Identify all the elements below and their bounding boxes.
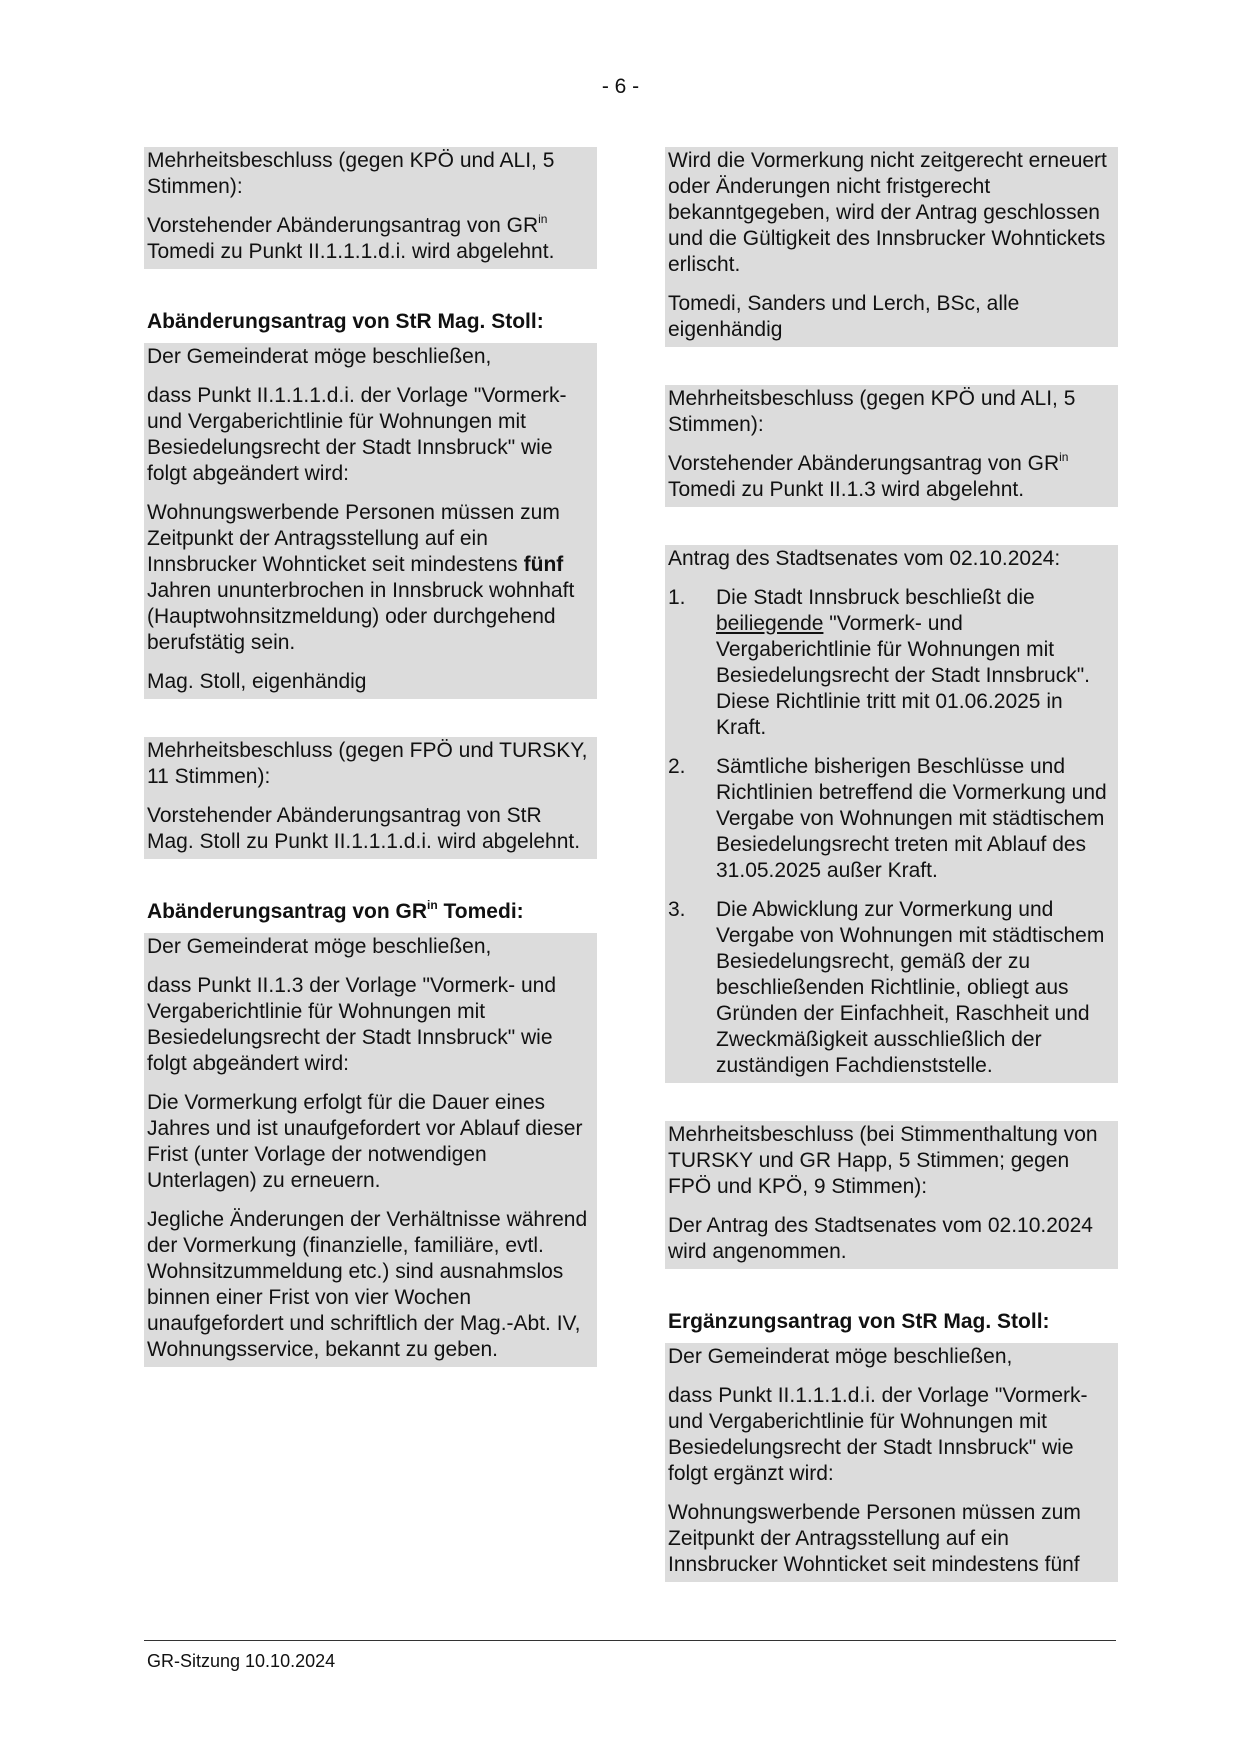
motion-paragraph: dass Punkt II.1.3 der Vorlage "Vormerk- und Vergaberichtlinie für Wohnungen mit Besiedelungsrecht der Stadt Innsbruck" wie folgt abgeändert wird: xyxy=(147,974,557,1075)
motion-paragraph: dass Punkt II.1.1.1.d.i. der Vorlage "Vormerk- und Vergaberichtlinie für Wohnungen mit Besiedelungsrecht der Stadt Innsbruck" wie folgt abgeändert wird: xyxy=(147,384,567,485)
list-item-number: 1. xyxy=(668,586,686,609)
section-heading-stoll-supplement: Ergänzungsantrag von StR Mag. Stoll: xyxy=(668,1310,1050,1333)
footer-divider xyxy=(144,1640,1116,1641)
motion-paragraph: Wohnungswerbende Personen müssen zum Zeitpunkt der Antragsstellung auf ein Innsbrucker Wohnticket seit mindestens fünf Jahren ununterbrochen in Innsbruck wohnhaft (Hauptwohnsitzmeldung) oder durchgehend berufstätig sein. xyxy=(147,501,575,654)
motion-intro: Der Gemeinderat möge beschließen, xyxy=(668,1345,1013,1368)
resolution-box-tomedi xyxy=(665,385,1118,507)
motion-paragraph: Wird die Vormerkung nicht zeitgerecht erneuert oder Änderungen nicht fristgerecht bekanntgegeben, wird der Antrag geschlossen und die Gültigkeit des Innsbrucker Wohntickets erlischt. xyxy=(668,149,1107,276)
motion-intro: Der Gemeinderat möge beschließen, xyxy=(147,935,492,958)
motion-paragraph: Jegliche Änderungen der Verhältnisse während der Vormerkung (finanzielle, familiäre, evtl. Wohnsitzummeldung etc.) sind ausnahmslos binnen einer Frist von vier Wochen unaufgefordert und schriftlich der Mag.-Abt. IV, Wohnungsservice, bekannt zu geben. xyxy=(147,1208,588,1361)
list-item-text: Sämtliche bisherigen Beschlüsse und Richtlinien betreffend die Vormerkung und Vergabe von Wohnungen mit städtischem Besiedelungsrecht treten mit Ablauf des 31.05.2025 außer Kraft. xyxy=(716,755,1107,882)
motion-box-tomedi xyxy=(144,933,597,1367)
list-item xyxy=(668,584,1115,753)
motion-paragraph: Die Vormerkung erfolgt für die Dauer eines Jahres und ist unaufgefordert vor Ablauf dieser Frist (unter Vorlage der notwendigen Unterlagen) zu erneuern. xyxy=(147,1091,583,1192)
motion-box-stoll-supplement xyxy=(665,1343,1118,1582)
resolution-box-kpo-ali xyxy=(144,147,597,269)
section-heading-tomedi-amendment: Abänderungsantrag von $GR^{in}$ Tomedi: xyxy=(147,898,524,923)
right-column xyxy=(665,147,1118,1582)
left-column xyxy=(144,147,597,1367)
list-item-number: 2. xyxy=(668,755,686,778)
motion-signature: Tomedi, Sanders und Lerch, BSc, alle eigenhändig xyxy=(668,292,1020,341)
resolution-box-senate xyxy=(665,1121,1118,1269)
list-item-text: Die Stadt Innsbruck beschließt die beiliegende "Vormerk- und Vergaberichtlinie für Wohnungen mit Besiedelungsrecht der Stadt Innsbruck". Diese Richtlinie tritt mit 01.06.2025 in Kraft. xyxy=(716,586,1091,739)
senate-motion-list xyxy=(668,584,1115,1083)
motion-signature: Mag. Stoll, eigenhändig xyxy=(147,670,367,693)
motion-intro: Der Gemeinderat möge beschließen, xyxy=(147,345,492,368)
senate-motion-box xyxy=(665,545,1118,1083)
senate-motion-intro: Antrag des Stadtsenates vom 02.10.2024: xyxy=(668,547,1061,570)
motion-paragraph: dass Punkt II.1.1.1.d.i. der Vorlage "Vormerk- und Vergaberichtlinie für Wohnungen mit Besiedelungsrecht der Stadt Innsbruck" wie folgt ergänzt wird: xyxy=(668,1384,1088,1485)
resolution-result: Mehrheitsbeschluss (gegen KPÖ und ALI, 5 Stimmen): xyxy=(668,387,1076,436)
motion-box-tomedi-continued xyxy=(665,147,1118,347)
list-item-number: 3. xyxy=(668,898,686,921)
resolution-text: Der Antrag des Stadtsenates vom 02.10.2024 wird angenommen. xyxy=(668,1214,1093,1263)
resolution-box-fpo-tursky xyxy=(144,737,597,859)
page-number: - 6 - xyxy=(601,75,640,98)
motion-box-stoll xyxy=(144,343,597,699)
resolution-text: Vorstehender Abänderungsantrag von $GR^{in}$ Tomedi zu Punkt II.1.3 wird abgelehnt. xyxy=(668,450,1069,501)
resolution-result: Mehrheitsbeschluss (gegen FPÖ und TURSKY, 11 Stimmen): xyxy=(147,739,588,788)
resolution-text: Vorstehender Abänderungsantrag von $GR^{in}$ Tomedi zu Punkt II.1.1.1.d.i. wird abgelehnt. xyxy=(147,212,555,263)
footer-session-date: GR-Sitzung 10.10.2024 xyxy=(147,1651,336,1671)
list-item xyxy=(668,896,1115,1083)
resolution-text: Vorstehender Abänderungsantrag von StR Mag. Stoll zu Punkt II.1.1.1.d.i. wird abgelehnt. xyxy=(147,804,581,853)
resolution-result: Mehrheitsbeschluss (gegen KPÖ und ALI, 5 Stimmen): xyxy=(147,149,555,198)
section-heading-stoll-amendment: Abänderungsantrag von StR Mag. Stoll: xyxy=(147,310,544,333)
resolution-result: Mehrheitsbeschluss (bei Stimmenthaltung von TURSKY und GR Happ, 5 Stimmen; gegen FPÖ und KPÖ, 9 Stimmen): xyxy=(668,1123,1098,1198)
motion-paragraph: Wohnungswerbende Personen müssen zum Zeitpunkt der Antragsstellung auf ein Innsbrucker Wohnticket seit mindestens fünf xyxy=(668,1501,1081,1576)
list-item-text: Die Abwicklung zur Vormerkung und Vergabe von Wohnungen mit städtischem Besiedelungsrecht, gemäß der zu beschließenden Richtlinie, obliegt aus Gründen der Einfachheit, Raschheit und Zweckmäßigkeit ausschließlich der zuständigen Fachdienststelle. xyxy=(716,898,1105,1077)
list-item xyxy=(668,753,1115,896)
